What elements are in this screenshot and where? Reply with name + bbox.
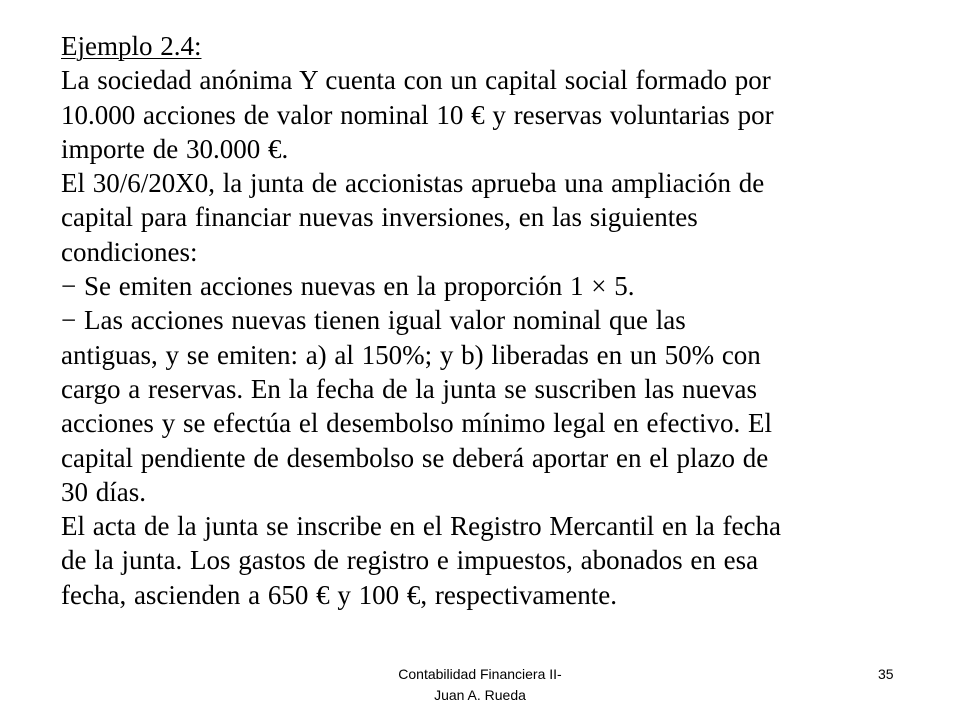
body-line: cargo a reservas. En la fecha de la junta se suscriben las nuevas [61,373,757,404]
body-line: importe de 30.000 €. [61,133,289,164]
footer-author: Juan A. Rueda [434,687,526,703]
body-line: de la junta. Los gastos de registro e impuestos, abonados en esa [61,545,759,576]
body-line: El acta de la junta se inscribe en el Registro Mercantil en la fecha [61,511,781,542]
example-title: Ejemplo 2.4: [61,31,202,61]
body-line: capital para financiar nuevas inversiones, en las siguientes [61,202,698,233]
body-line: 10.000 acciones de valor nominal 10 € y reservas voluntarias por [61,99,774,130]
body-line: antiguas, y se emiten: a) al 150%; y b) liberadas en un 50% con [61,339,761,370]
body-line: capital pendiente de desembolso se deberá aportar en el plazo de [61,442,769,473]
body-line: La sociedad anónima Y cuenta con un capital social formado por [61,65,771,96]
body-line: El 30/6/20X0, la junta de accionistas aprueba una ampliación de [61,168,765,199]
footer-course-author [330,664,630,706]
body-line: fecha, ascienden a 650 € y 100 €, respectivamente. [61,579,618,610]
page-number: 35 [878,666,894,682]
body-line: condiciones: [61,236,198,267]
body-line: 30 días. [61,476,146,507]
slide-body [61,29,901,612]
body-line: acciones y se efectúa el desembolso mínimo legal en efectivo. El [61,408,772,439]
bullet-line: − Se emiten acciones nuevas en la proporción 1 × 5. [61,271,635,302]
footer-course: Contabilidad Financiera II- [398,666,562,682]
bullet-line: − Las acciones nuevas tienen igual valor nominal que las [61,305,686,336]
